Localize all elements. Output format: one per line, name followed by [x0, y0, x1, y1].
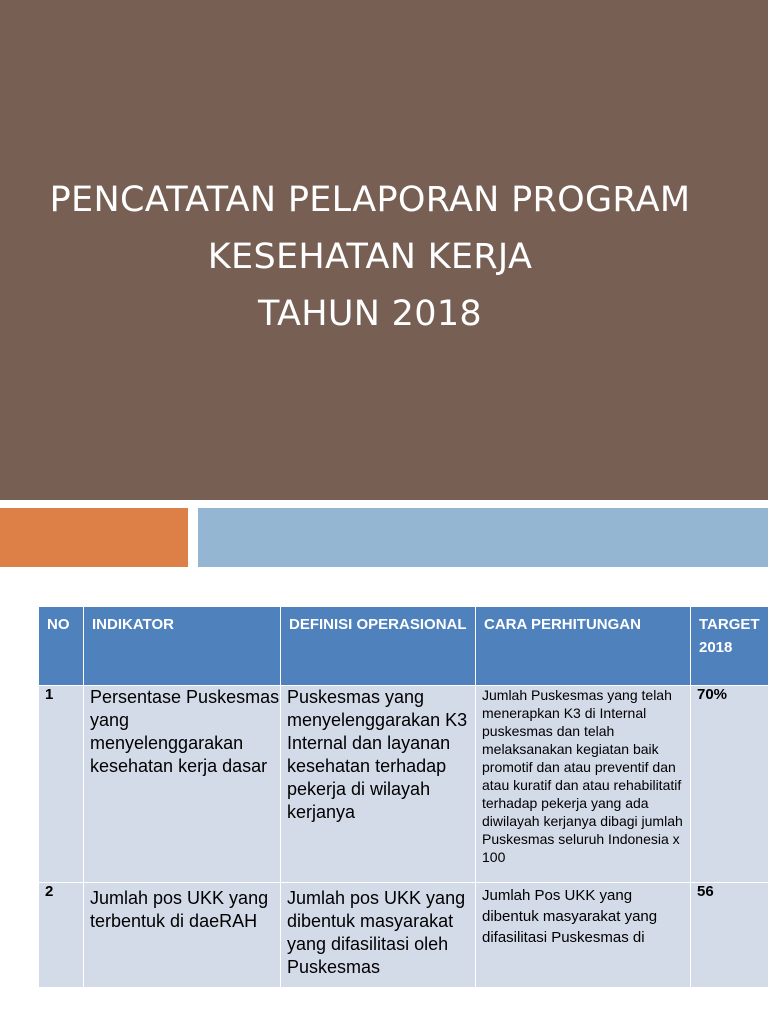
cell-cara: Jumlah Pos UKK yang dibentuk masyarakat yang difasilitasi Puskesmas di — [476, 883, 691, 988]
header-no: NO — [39, 607, 84, 686]
table-row — [39, 686, 768, 883]
cell-no: 1 — [39, 686, 84, 883]
title-line-3: TAHUN 2018 — [258, 294, 482, 334]
cell-cara: Jumlah Puskesmas yang telah menerapkan K3 di Internal puskesmas dan telah melaksanakan kegiatan baik promotif dan atau preventif dan atau kuratif dan atau rehabilitatif terhadap pekerja yang ada diwilayah kerjanya dibagi jumlah Puskesmas seluruh Indonesia x 100 — [476, 686, 691, 883]
title-line-2: KESEHATAN KERJA — [207, 237, 533, 277]
header-definisi: DEFINISI OPERASIONAL — [281, 607, 476, 686]
title-banner — [0, 0, 768, 500]
cell-indikator: Jumlah pos UKK yang terbentuk di daeRAH — [84, 883, 281, 988]
title-line-1: PENCATATAN PELAPORAN PROGRAM — [49, 180, 691, 220]
header-cara: CARA PERHITUNGAN — [476, 607, 691, 686]
accent-bar-orange — [0, 508, 188, 567]
table-row — [39, 883, 768, 988]
cell-no: 2 — [39, 883, 84, 988]
cell-definisi: Jumlah pos UKK yang dibentuk masyarakat yang difasilitasi oleh Puskesmas — [281, 883, 476, 988]
header-indikator: INDIKATOR — [84, 607, 281, 686]
table-header-row — [39, 607, 768, 686]
cell-target: 56 — [691, 883, 768, 988]
cell-definisi: Puskesmas yang menyelenggarakan K3 Internal dan layanan kesehatan terhadap pekerja di wilayah kerjanya — [281, 686, 476, 883]
slide-title — [0, 172, 740, 343]
header-target: TARGET 2018 — [691, 607, 768, 686]
accent-bar-blue — [198, 508, 768, 567]
cell-target: 70% — [691, 686, 768, 883]
cell-indikator: Persentase Puskesmas yang menyelenggarakan kesehatan kerja dasar — [84, 686, 281, 883]
indicator-table — [38, 606, 768, 988]
